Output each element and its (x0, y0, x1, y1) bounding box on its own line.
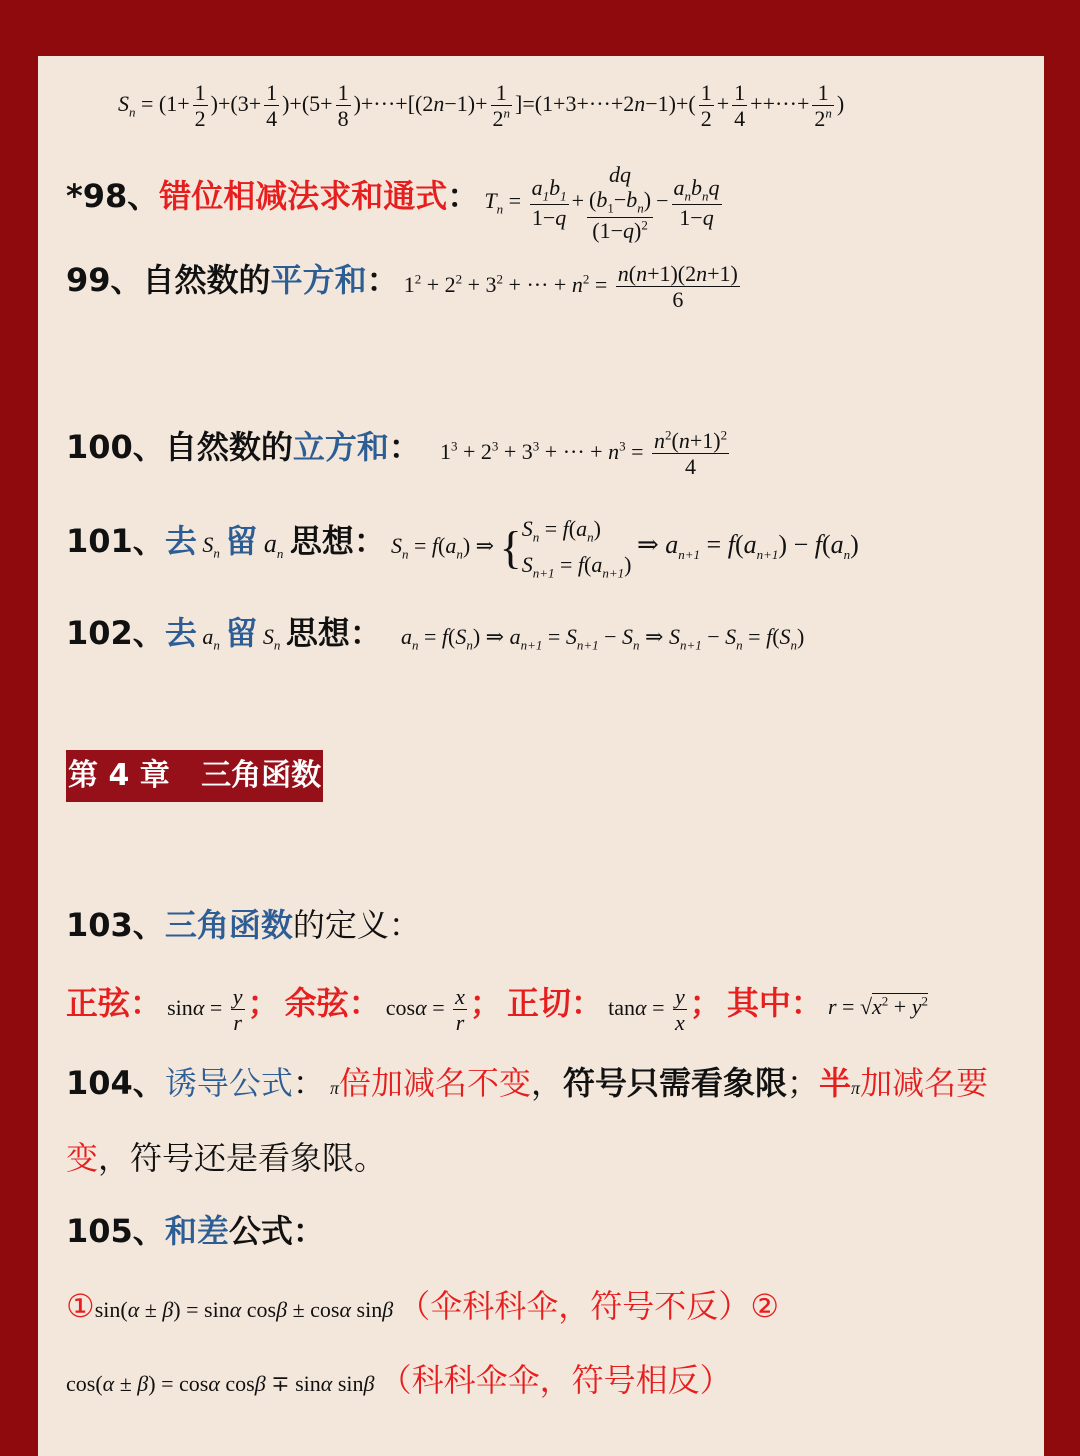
item-number: 100、 (66, 428, 165, 466)
item-100 (66, 422, 732, 479)
item-number: 102、 (66, 614, 165, 652)
comma: ， (530, 1064, 563, 1102)
colon: ： (348, 984, 381, 1022)
semicolon: ； (787, 1064, 820, 1102)
item-number: 104、 (66, 1064, 165, 1102)
circle-1: ① (66, 1287, 95, 1325)
chapter-header: 第 4 章 三角函数 (66, 750, 323, 802)
rule-part1: 倍加减名不变 (338, 1064, 531, 1102)
item-colon: ： (366, 261, 399, 299)
item-suffix: 的定义： (292, 906, 421, 944)
mnemonic-2: （科科伞伞，符号相反） (379, 1361, 732, 1399)
formula-remove-an: $a_n = f(S_n)$ ⇒ $a_{n+1} = S_{n+1} - S_n$ ⇒ $S_{n+1} - S_n = f(S_n)$ (400, 624, 805, 653)
rule-part4: ，符号还是看象限。 (98, 1139, 387, 1177)
item-liu: 留 (225, 614, 258, 652)
rule-part3a: 半 (819, 1064, 852, 1102)
item-number: *98、 (66, 176, 160, 215)
semicolon: ； (247, 984, 280, 1022)
semicolon: ； (689, 984, 722, 1022)
item-title: 立方和 (292, 428, 389, 466)
item-title: 平方和 (270, 261, 367, 299)
formula-cube-sum: $1^3 + 2^3 + 3^3$ + ··· + $n^3$ = $\frac{n^2(n+1)^2}{4}$ (439, 427, 728, 479)
sin-label: 正弦 (66, 984, 131, 1022)
rule-part2: 符号只需看象限 (563, 1064, 788, 1102)
circle-2: ② (750, 1287, 779, 1325)
formula-sin: sinα = $\frac{y}{r}$ (167, 983, 243, 1035)
formula-cos-sum: cos(α ± β) = cosα cosβ ∓ sinα sinβ (66, 1371, 375, 1396)
rule-part3c: 变 (66, 1139, 99, 1177)
formula-sn-sum: $S_n = (1+$ $\frac{1}{2}$ )+(3+ $\frac{1}{4}$ )+(5+ $\frac{1}{8}$ )+···+[(2n−1)+ $\frac{1}{2^n}$ ]=(1+3+···+2n−1)+( $\frac{1}{2}$ + $\frac{1}{4}$ ++···+ $\frac{1}{2^n}$ ) (118, 80, 845, 132)
item-colon: ： (353, 522, 386, 561)
colon: ： (571, 984, 604, 1022)
item-title: 诱导公式 (164, 1064, 293, 1102)
formula-tn: $T_n$ = $\frac{a_1b_1}{1-q}$ + dq $(b_1-b_n)$ $(1-q)^2$ − $\frac{a_nb_nq}{1-q}$ (484, 162, 720, 243)
item-colon: ： (292, 1064, 325, 1102)
item-99 (66, 255, 743, 312)
item-title: 三角函数 (164, 906, 293, 944)
item-98 (66, 162, 725, 243)
colon: ： (790, 984, 823, 1022)
formula-square-sum: $1^2 + 2^2 + 3^2$ + ··· + $n^2$ = $\frac{n(n+1)(2n+1)}{6}$ (403, 260, 738, 312)
formula-remove-sn: $S_n = f(a_n)$ ⇒ {$S_n = f(a_n)$ $S_{n+1} = f(a_{n+1})$ ⇒ $a_{n+1} = f(a_{n+1}) - f(a_n)$ (390, 516, 859, 580)
item-suffix: 思想 (285, 614, 350, 652)
trig-definitions (66, 978, 928, 1035)
formula-sin-sum: sin(α ± β) = sinα cosβ ± cosα sinβ (94, 1297, 394, 1322)
item-title: 和差 (164, 1212, 229, 1250)
item-104-cont (66, 1133, 386, 1179)
item-104: 104、诱导公式： π倍加减名不变，符号只需看象限；半π加减名要 (66, 1064, 989, 1102)
item-suffix: 思想 (289, 522, 354, 561)
item-number: 105、 (66, 1212, 165, 1250)
item-number: 101、 (66, 522, 165, 561)
item-colon: ： (447, 176, 480, 215)
item-105 (66, 1206, 325, 1252)
tan-label: 正切 (506, 984, 571, 1022)
item-number: 103、 (66, 906, 165, 944)
r-label: 其中 (726, 984, 791, 1022)
item-colon: ： (349, 614, 382, 652)
item-colon: ： (388, 428, 421, 466)
item-liu: 留 (225, 522, 258, 561)
item-qu: 去 (164, 522, 197, 561)
formula-tan: tanα = $\frac{y}{x}$ (608, 983, 685, 1035)
rule-part3b: 加减名要 (860, 1064, 989, 1102)
item-101: 101、去 $S_n$ 留 $a_n$ 思想： $S_n = f(a_n)$ ⇒ {$S_n = f(a_n)$ $S_{n+1} = f(a_{n+1})$ ⇒ $a_{n+1} = f(a_{n+1}) - f(a_n)$ (66, 516, 859, 580)
item-suffix: 公式： (228, 1212, 325, 1250)
formula-cos: cosα = $\frac{x}{r}$ (385, 983, 465, 1035)
item-qu: 去 (164, 614, 197, 652)
cos-label: 余弦 (284, 984, 349, 1022)
item-prefix: 自然数的 (142, 261, 271, 299)
mnemonic-1: （伞科科伞，符号不反） (398, 1287, 751, 1325)
colon: ： (130, 984, 163, 1022)
item-103 (66, 900, 421, 946)
formula-r: $r = √x^2 + y^2$ (827, 993, 928, 1019)
sum-diff-sin (66, 1281, 779, 1327)
item-102: 102、去 $a_n$ 留 $S_n$ 思想： $a_n = f(S_n)$ ⇒ $a_{n+1} = S_{n+1} - S_n$ ⇒ $S_{n+1} - S_n = f(S_n)$ (66, 614, 805, 653)
item-title: 错位相减法求和通式 (159, 176, 448, 215)
item-prefix: 自然数的 (164, 428, 293, 466)
item-number: 99、 (66, 261, 143, 299)
sum-diff-cos (66, 1355, 732, 1401)
semicolon: ； (469, 984, 502, 1022)
